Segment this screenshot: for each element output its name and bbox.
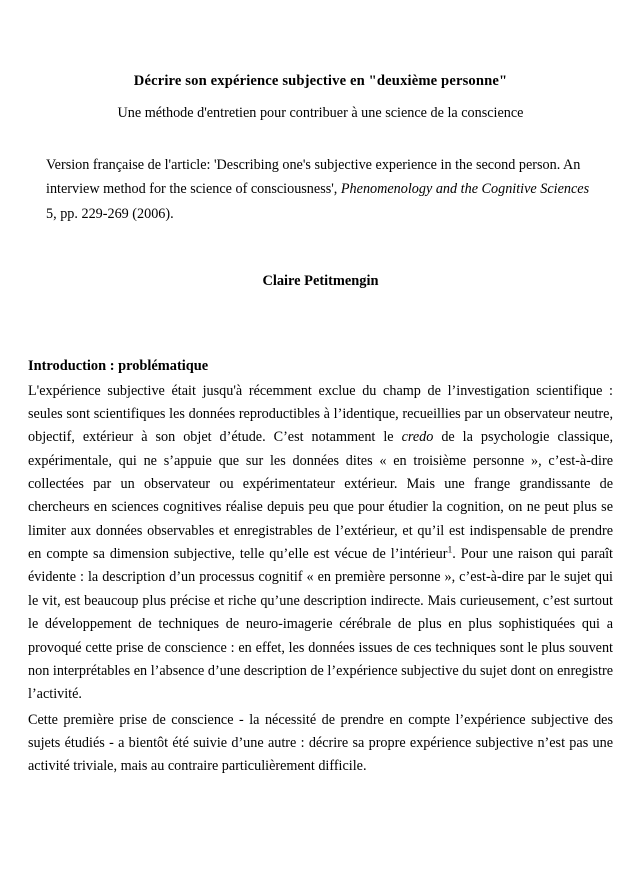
emphasis-text: credo xyxy=(401,429,434,446)
citation-block xyxy=(28,153,613,226)
footnote-reference[interactable]: 1 xyxy=(447,544,453,556)
document-subtitle: Une méthode d'entretien pour contribuer à une science de la conscience xyxy=(117,104,524,121)
section-heading-introduction: Introduction : problématique xyxy=(28,357,209,374)
body-paragraph: Cette première prise de conscience - la nécessité de prendre en compte l’expérience subjective des sujets étudiés - a bientôt été suivie d’une autre : décrire sa propre expérience subjective n’est pas une activité triviale, mais au contraire particulièrement difficile. xyxy=(28,711,613,775)
page-title: Décrire son expérience subjective en "deuxième personne" xyxy=(133,73,508,89)
citation-lead-text: Version française de l'article: 'Describing one's subjective experience in the second person. An interview method for the science of consciousness', xyxy=(46,156,581,198)
author-name: Claire Petitmengin xyxy=(262,273,379,290)
citation-journal-name: Phenomenology and the Cognitive Sciences xyxy=(340,181,590,198)
title-block xyxy=(28,0,613,123)
citation-volume-pages: 5, pp. 229-269 (2006). xyxy=(46,205,174,222)
body-content xyxy=(28,380,613,779)
body-paragraph: L'expérience subjective était jusqu'à récemment exclue du champ de l’investigation scientifique : seules sont scientifiques les données reproductibles à l’identique, recueillies par un observateur neutre, objectif, extérieur à son objet d’étude. C’est notamment le credo de la psychologie classique, expérimentale, qui ne s’appuie que sur les données dites « en troisième personne », c’est-à-dire collectées par un observateur ou expérimentateur extérieur. Mais une frange grandissante de chercheurs en sciences cognitives réalise depuis peu que pour étudier la cognition, on ne peut plus se limiter aux données observables et enregistrables de l’extérieur, et qu’il est indispensable de prendre en compte sa dimension subjective, telle qu’elle est vécue de l’intérieur$^1$. Pour une raison qui paraît évidente : la description d’un processus cognitif « en première personne », c’est-à-dire par le sujet qui le vit, est beaucoup plus précise et riche qu’une description indirecte. Mais curieusement, c’est surtout le développement de techniques de neuro-imagerie cérébrale de plus en plus sophistiquées qui a provoqué cette prise de conscience : en effet, les données issues de ces techniques sont le plus souvent non interprétables en l’absence d’une description de l’expérience subjective du sujet dont on enregistre l’activité. xyxy=(28,382,613,703)
